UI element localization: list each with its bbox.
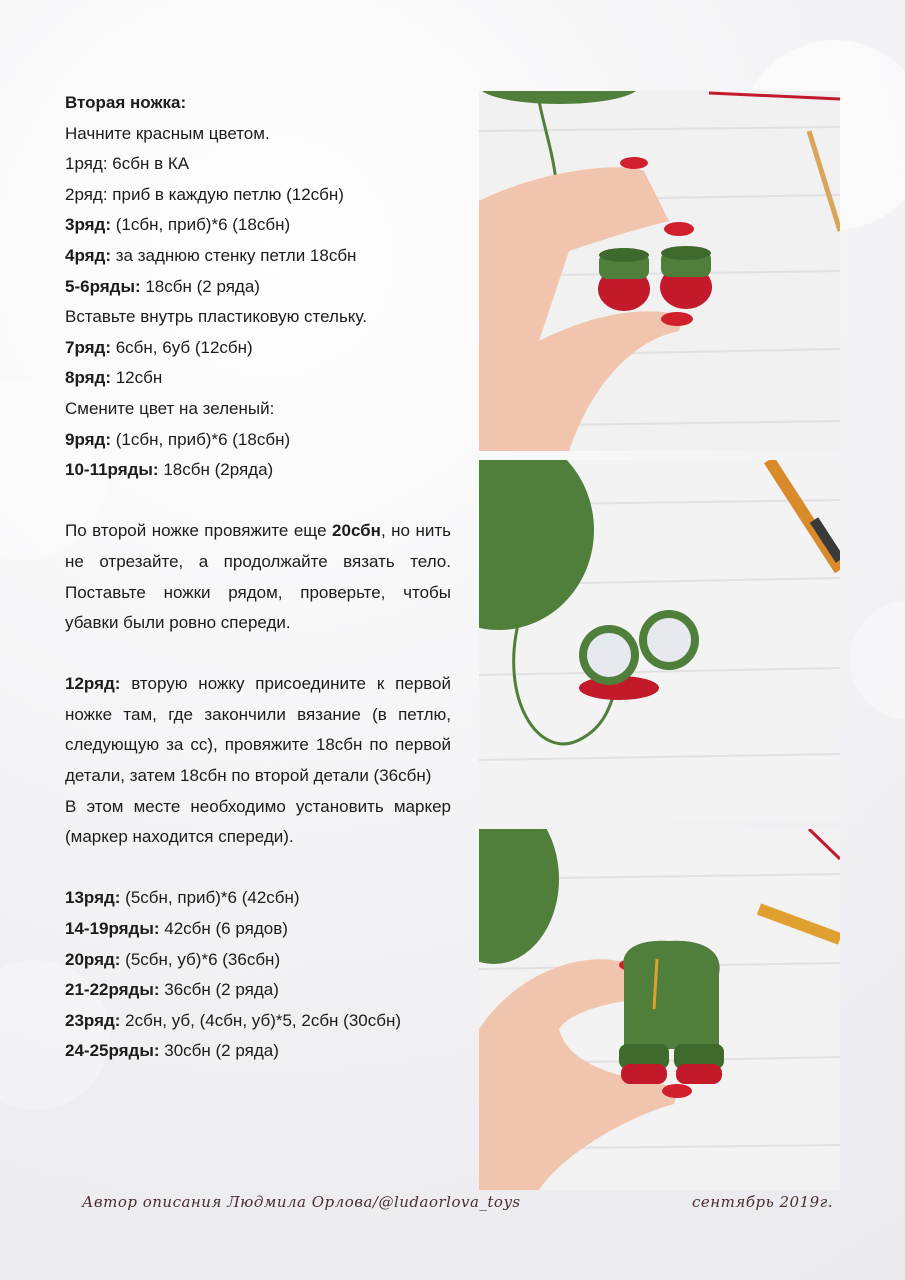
instruction-line: 7ряд: 6сбн, 6уб (12сбн): [65, 337, 253, 357]
instruction-line: 21-22ряды: 36сбн (2 ряда): [65, 980, 279, 1000]
instruction-line: 5-6ряды: 18сбн (2 ряда): [65, 276, 260, 296]
body-rows: [65, 883, 451, 1067]
paragraph-row-12: 12ряд: вторую ножку присоедините к первой ножке там, где закончили вязание (в петлю, следующую за сс), провяжите 18сбн по первой детали, затем 18сбн по второй детали (36сбн): [65, 674, 451, 786]
instruction-line: 14-19ряды: 42сбн (6 рядов): [65, 919, 288, 939]
instruction-line: 4ряд: за заднюю стенку петли 18сбн: [65, 245, 357, 265]
photo-two-feet-in-hand: [479, 91, 840, 451]
paragraph-marker: В этом месте необходимо установить маркер (маркер находится спереди).: [65, 796, 451, 847]
instruction-line: Вставьте внутрь пластиковую стельку.: [65, 307, 367, 327]
instruction-line: 23ряд: 2сбн, уб, (4сбн, уб)*5, 2сбн (30сбн): [65, 1010, 402, 1030]
instruction-line: Смените цвет на зеленый:: [65, 398, 275, 418]
instruction-line: Начните красным цветом.: [65, 123, 270, 143]
photo-joined-feet-top-view: [479, 460, 840, 820]
instruction-line: 9ряд: (1сбн, приб)*6 (18сбн): [65, 429, 291, 449]
instruction-line: 24-25ряды: 30сбн (2 ряда): [65, 1041, 279, 1061]
instruction-line: 10-11ряды: 18сбн (2ряда): [65, 460, 274, 480]
instruction-line: 8ряд: 12сбн: [65, 368, 163, 388]
paragraph-continue-body: По второй ножке провяжите еще 20сбн, но нить не отрезайте, а продолжайте вязать тело. Поставьте ножки рядом, проверьте, чтобы убавки были ровно спереди.: [65, 521, 451, 633]
instruction-line: 20ряд: (5сбн, уб)*6 (36сбн): [65, 949, 281, 969]
instruction-line: 3ряд: (1сбн, приб)*6 (18сбн): [65, 215, 291, 235]
section-title: Вторая ножка:: [65, 93, 187, 112]
footer-date: сентябрь 2019г.: [692, 1193, 834, 1211]
intro-rows: [65, 119, 451, 486]
instruction-line: 1ряд: 6сбн в КА: [65, 154, 190, 174]
footer-author: Автор описания Людмила Орлова/@ludaorlova_toys: [82, 1193, 521, 1211]
bokeh-light: [850, 600, 905, 720]
instruction-line: 13ряд: (5сбн, приб)*6 (42сбн): [65, 888, 300, 908]
photo-body-in-hand: [479, 829, 840, 1190]
instruction-line: 2ряд: приб в каждую петлю (12сбн): [65, 184, 344, 204]
instructions-text: [65, 88, 451, 1067]
